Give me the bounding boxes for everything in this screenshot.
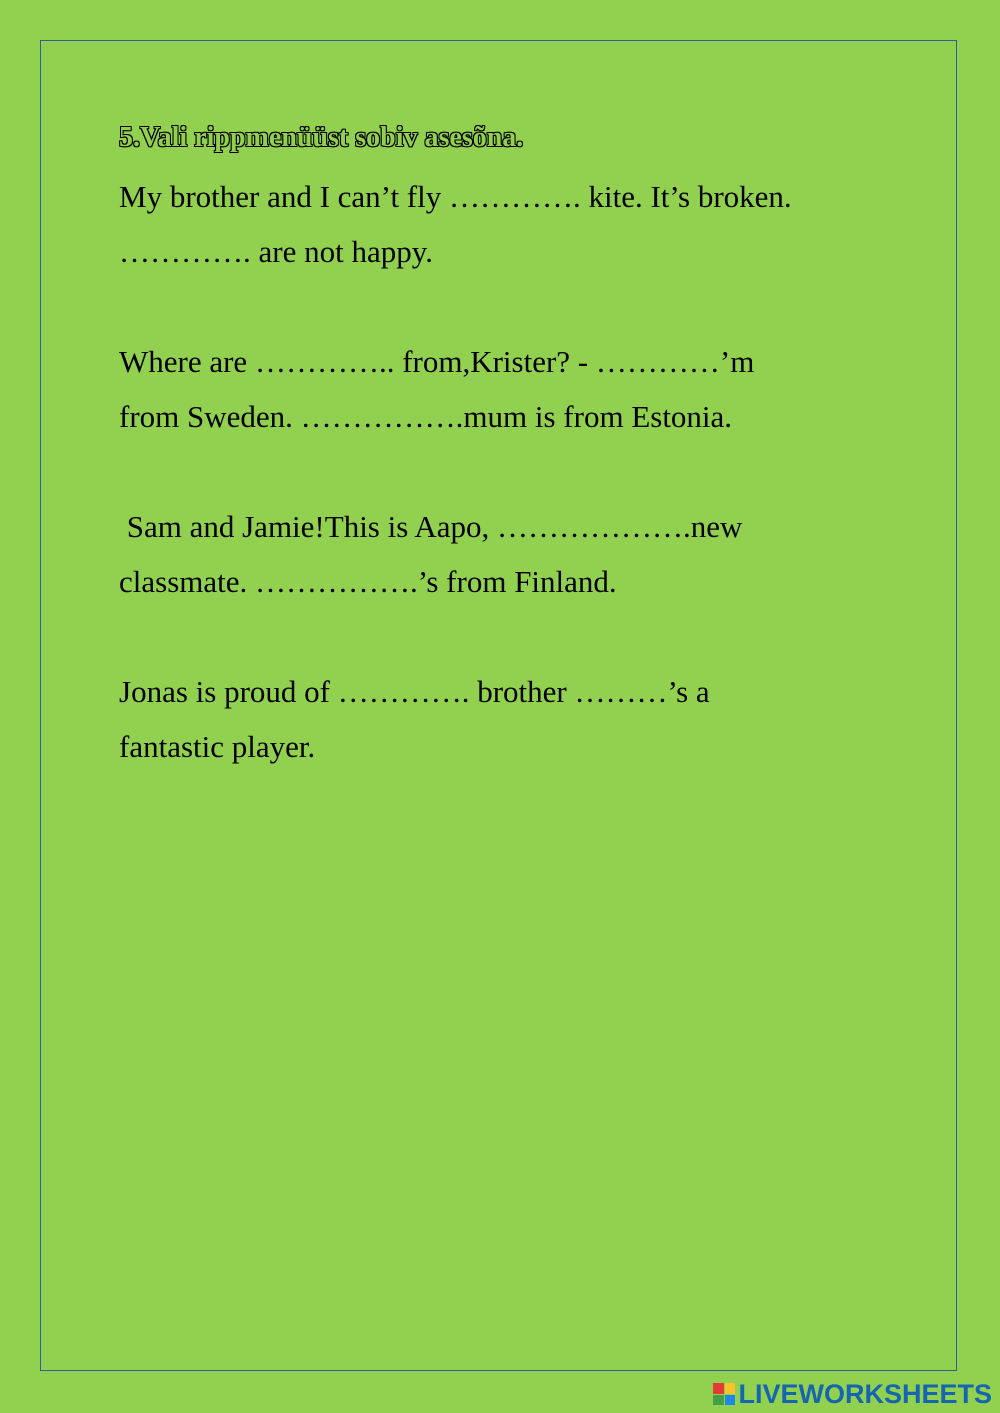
worksheet-title: 5.Vali rippmenüüst sobiv asesõna.	[119, 122, 524, 153]
exercise-3-line-1: Sam and Jamie!This is Aapo, ……………….new	[119, 509, 743, 544]
liveworksheets-logo[interactable]	[713, 1379, 992, 1409]
exercise-4-line-1: Jonas is proud of …………. brother ………’s a	[119, 674, 710, 709]
exercise-2-line-1: Where are ………….. from,Krister? - …………’m	[119, 344, 755, 379]
exercise-2-line-2: from Sweden. …………….mum is from Estonia.	[119, 399, 733, 434]
exercise-3-line-2: classmate. …………….’s from Finland.	[119, 564, 617, 599]
exercise-1-line-2: …………. are not happy.	[119, 234, 433, 269]
exercise-1-line-1: My brother and I can’t fly …………. kite. It’s broken.	[119, 179, 792, 214]
exercise-4-line-2: fantastic player.	[119, 729, 316, 764]
liveworksheets-logo-text: LIVEWORKSHEETS	[738, 1378, 992, 1409]
liveworksheets-logo-icon	[713, 1383, 735, 1405]
